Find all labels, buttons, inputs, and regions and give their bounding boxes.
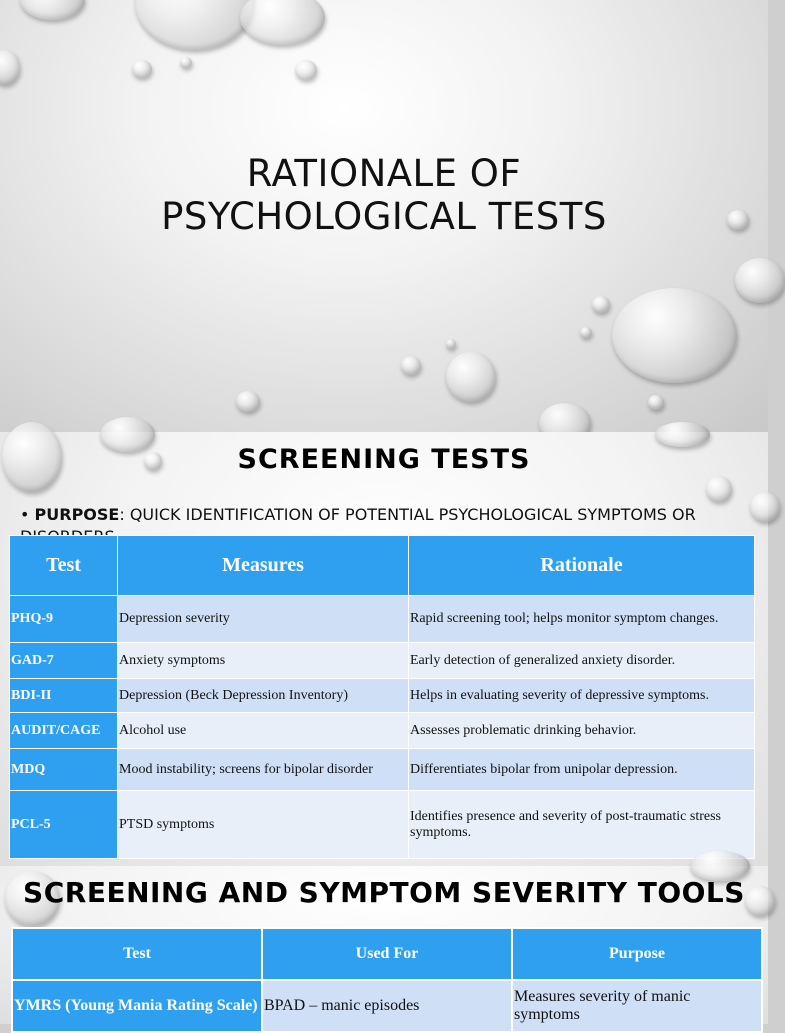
cell-test: GAD-7	[10, 643, 118, 679]
cell-measures: PTSD symptoms	[118, 791, 409, 859]
water-drop	[648, 395, 664, 410]
table-row	[10, 791, 755, 859]
table-row	[10, 713, 755, 749]
water-drop	[135, 0, 255, 50]
title-slide	[0, 0, 768, 432]
water-drop	[750, 492, 780, 522]
water-drop	[401, 356, 421, 375]
water-drop	[295, 60, 317, 80]
header-rationale: Rationale	[409, 536, 755, 596]
cell-test: MDQ	[10, 749, 118, 791]
slide-title: SCREENING AND SYMPTOM SEVERITY TOOLS	[23, 876, 745, 909]
water-drop	[20, 0, 85, 20]
severity-tools-table	[11, 927, 763, 1033]
table-header-row	[12, 928, 762, 980]
table-header-row	[10, 536, 755, 596]
header-test: Test	[10, 536, 118, 596]
table-row	[12, 980, 762, 1032]
slide-title-line1: RATIONALE OF	[246, 152, 522, 195]
water-drop	[706, 476, 732, 502]
water-drop	[236, 391, 260, 412]
cell-test: AUDIT/CAGE	[10, 713, 118, 749]
severity-tools-slide	[0, 866, 768, 1024]
slide-title: SCREENING TESTS	[237, 444, 531, 475]
cell-used-for: BPAD – manic episodes	[262, 980, 512, 1032]
cell-test: BDI-II	[10, 679, 118, 713]
cell-test: PCL-5	[10, 791, 118, 859]
purpose-bullet: • PURPOSE: QUICK IDENTIFICATION OF POTENTIAL PSYCHOLOGICAL SYMPTOMS OR	[20, 504, 740, 536]
header-purpose: Purpose	[512, 928, 762, 980]
water-drop	[132, 60, 152, 78]
header-measures: Measures	[118, 536, 409, 596]
slide-title-line2: PSYCHOLOGICAL TESTS	[161, 195, 607, 238]
screening-tests-slide	[0, 432, 768, 866]
cell-rationale: Identifies presence and severity of post-traumatic stress symptoms.	[409, 791, 755, 859]
water-drop	[0, 50, 20, 85]
cell-measures: Mood instability; screens for bipolar disorder	[118, 749, 409, 791]
cell-rationale: Differentiates bipolar from unipolar depression.	[409, 749, 755, 791]
cell-measures: Anxiety symptoms	[118, 643, 409, 679]
header-test: Test	[12, 928, 262, 980]
water-drop	[735, 258, 785, 303]
cell-purpose: Measures severity of manic symptoms	[512, 980, 762, 1032]
slide-title	[0, 152, 768, 238]
cell-rationale: Assesses problematic drinking behavior.	[409, 713, 755, 749]
water-drop	[446, 352, 496, 402]
table-row	[10, 749, 755, 791]
water-drop	[580, 327, 592, 338]
purpose-label: PURPOSE	[34, 505, 120, 524]
water-drop	[612, 288, 737, 383]
water-drop	[180, 57, 192, 68]
water-drop	[446, 339, 456, 349]
cell-rationale: Early detection of generalized anxiety disorder.	[409, 643, 755, 679]
water-drop	[240, 0, 325, 45]
cell-rationale: Rapid screening tool; helps monitor symptom changes.	[409, 596, 755, 643]
cell-measures: Depression severity	[118, 596, 409, 643]
cell-test: YMRS (Young Mania Rating Scale)	[12, 980, 262, 1032]
screening-tests-table	[9, 535, 755, 859]
purpose-text: : QUICK IDENTIFICATION OF POTENTIAL PSYCHOLOGICAL SYMPTOMS OR	[119, 505, 696, 524]
water-drop	[592, 296, 610, 313]
header-used-for: Used For	[262, 928, 512, 980]
cell-measures: Alcohol use	[118, 713, 409, 749]
table-row	[10, 679, 755, 713]
cell-measures: Depression (Beck Depression Inventory)	[118, 679, 409, 713]
cell-test: PHQ-9	[10, 596, 118, 643]
cell-rationale: Helps in evaluating severity of depressive symptoms.	[409, 679, 755, 713]
table-row	[10, 596, 755, 643]
table-row	[10, 643, 755, 679]
